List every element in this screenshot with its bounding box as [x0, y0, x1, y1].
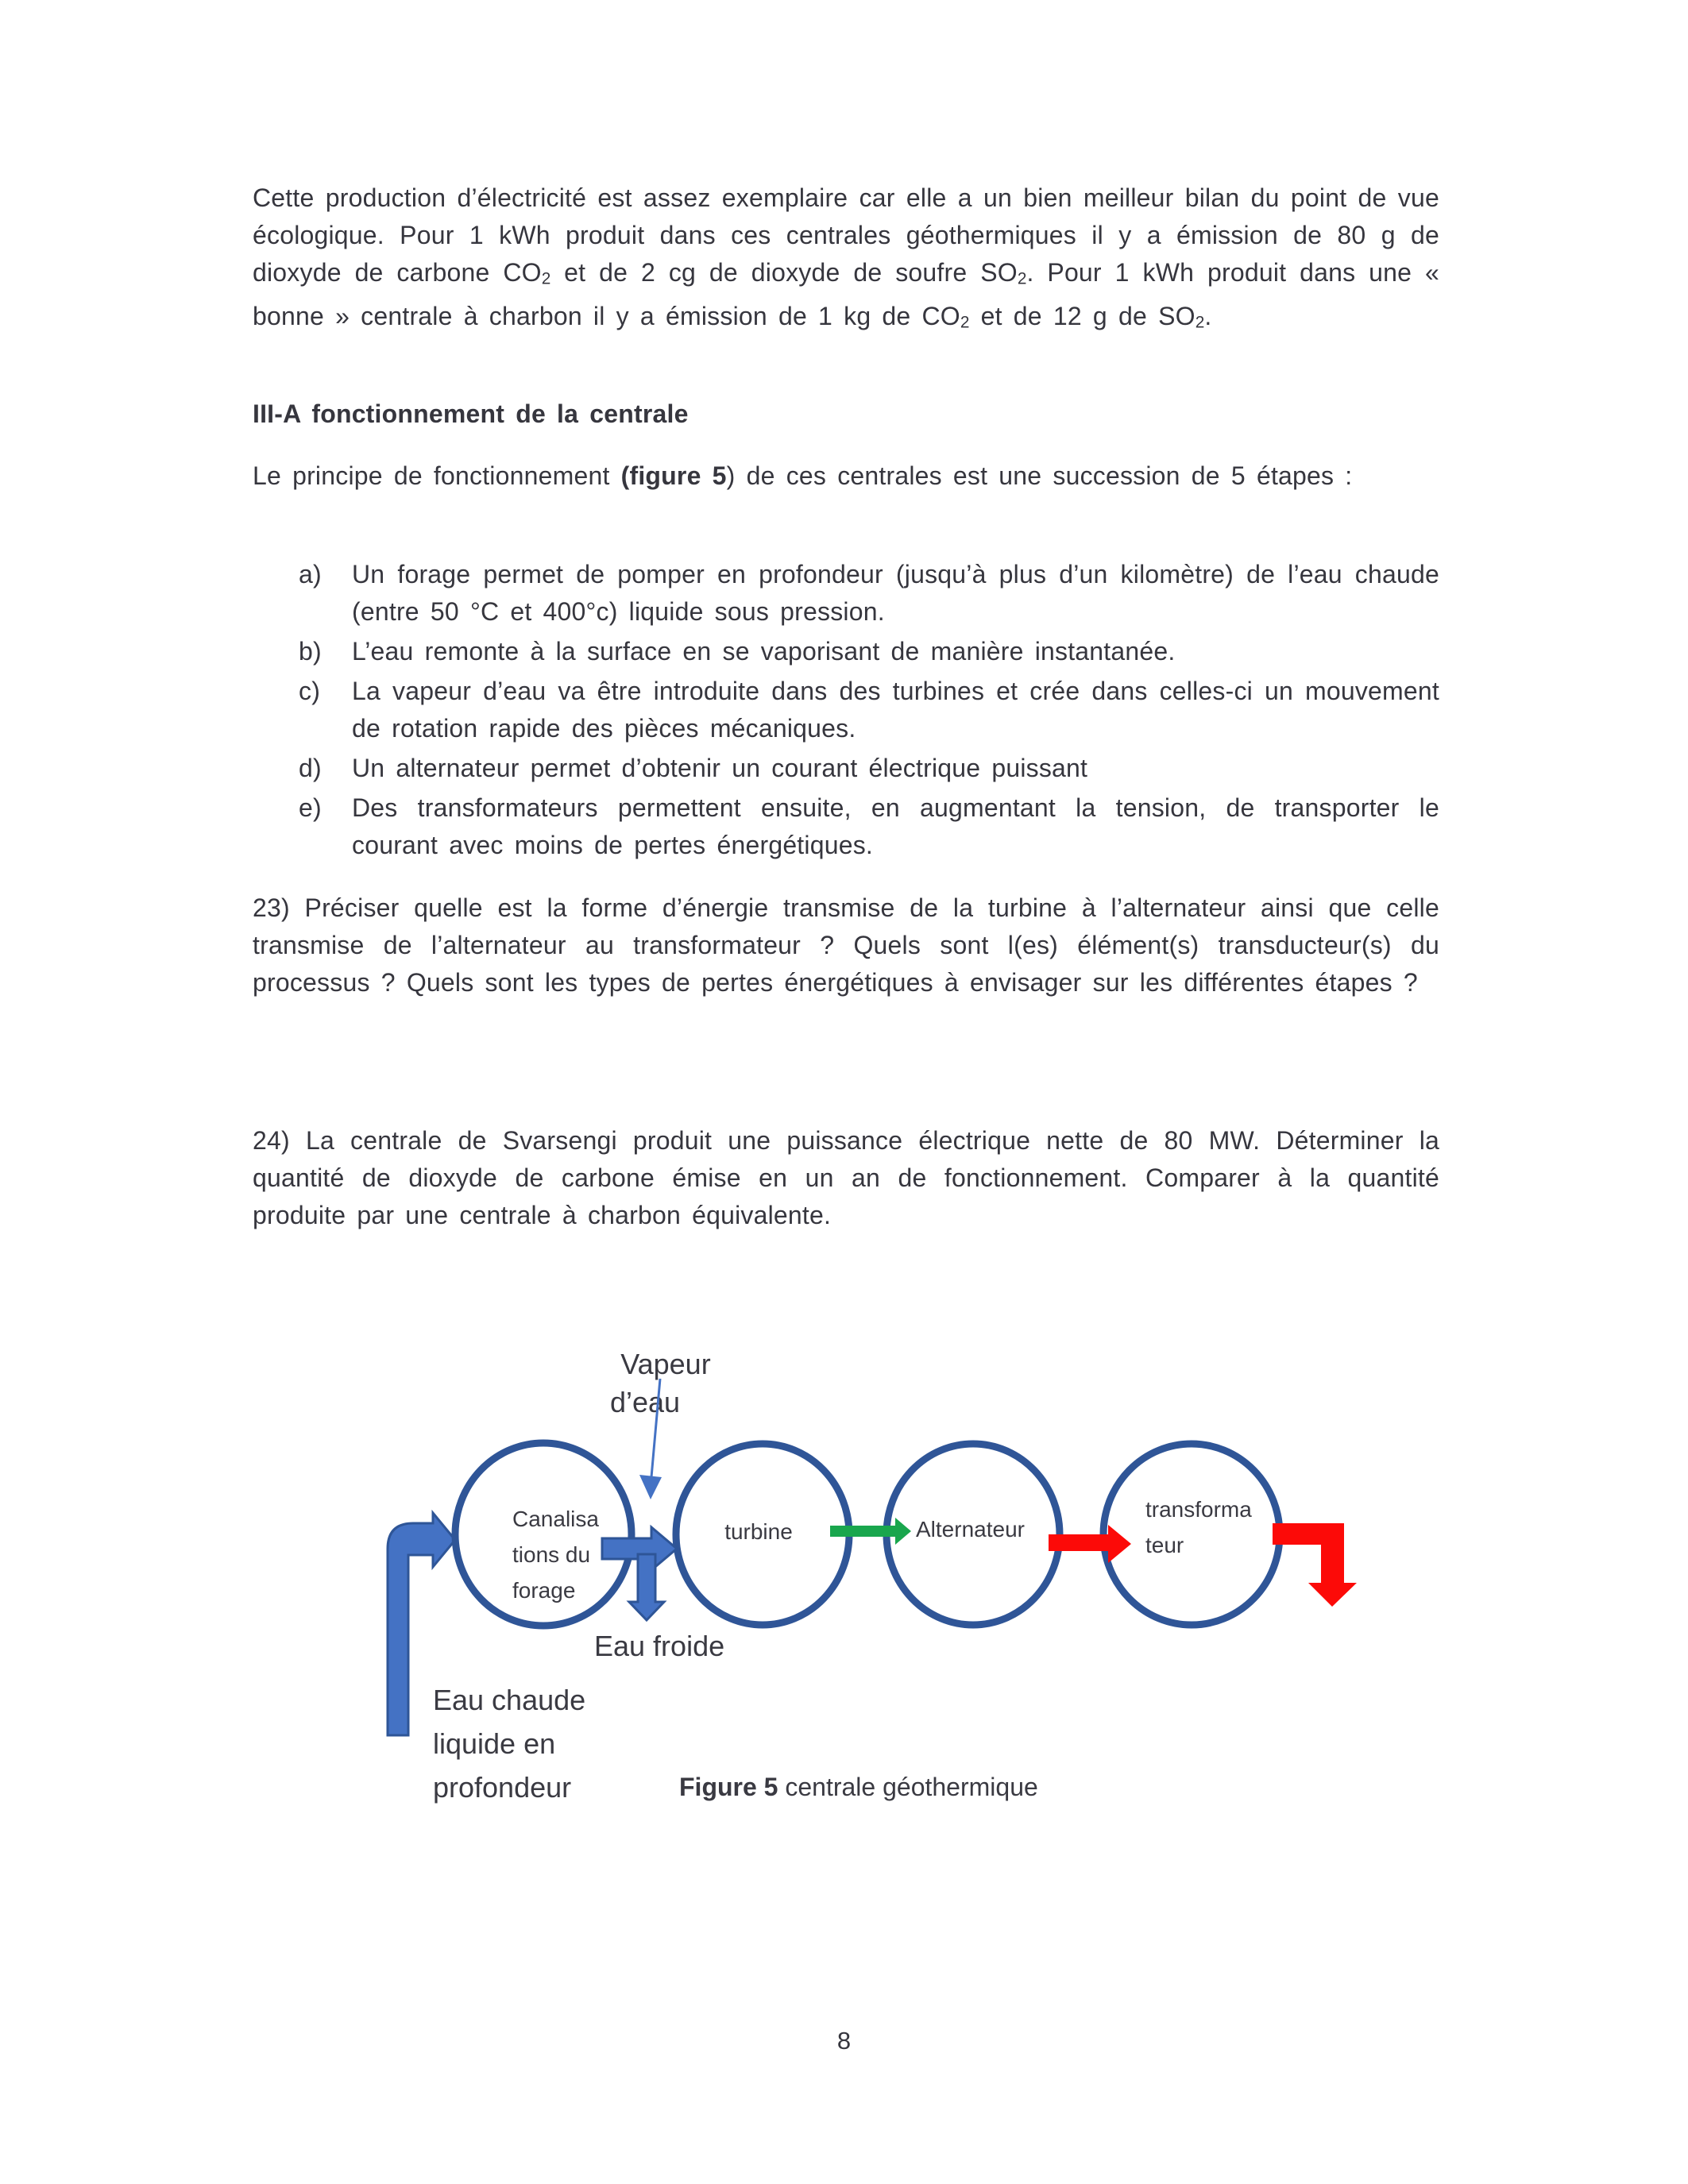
intro-text-3: . Pour 1 kWh produit dans une « bonne » centrale à charbon il y a émission de 1 kg de CO	[253, 258, 1451, 330]
question-23: 23) Préciser quelle est la forme d’énergie transmise de la turbine à l’alternateur ainsi que celle transmise de l’alternateur au transformateur ? Quels sont l(es) élément(s) transducteur(s) du processus ? Quels sont les types de pertes énergétiques à envisager sur les différentes étapes ?	[253, 893, 1451, 997]
step-marker-b: b)	[299, 637, 322, 666]
intro-paragraph	[253, 179, 1451, 341]
so2-subscript-2: 2	[1195, 313, 1205, 332]
figure-caption	[679, 1773, 1038, 1801]
steam-label-line2: d’eau	[609, 1386, 681, 1418]
intro-text-4: et de 12 g de SO	[969, 301, 1196, 330]
section-heading: III-A fonctionnement de la centrale	[253, 399, 689, 428]
page-number: 8	[836, 2027, 852, 2055]
question-24: 24) La centrale de Svarsengi produit une puissance électrique nette de 80 MW. Déterminer la quantité de dioxyde de carbone émise en un an de fonctionnement. Comparer à la quantité produite par une centrale à charbon équivalente.	[253, 1126, 1451, 1229]
output-bent-red-arrow-icon	[1273, 1523, 1357, 1607]
node-turbine-label: turbine	[724, 1519, 793, 1544]
figure-5-diagram	[0, 1287, 1688, 1914]
step-text-a: Un forage permet de pomper en profondeur (jusqu’à plus d’un kilomètre) de l’eau chaude (entre 50 °C et 400°c) liquide sous pression.	[352, 560, 1439, 626]
steps-list	[253, 556, 1439, 866]
figure-reference: (figure 5	[620, 461, 727, 490]
node-canalisations-label-line1: Canalisa	[512, 1507, 599, 1531]
step-item-d	[253, 750, 1439, 787]
intro-text-2: et de 2 cg de dioxyde de soufre SO	[550, 258, 1018, 287]
steam-arrow-head-icon	[639, 1475, 662, 1499]
node-transformateur-label-line2: teur	[1145, 1533, 1184, 1557]
section-intro-text-1: Le principe de fonctionnement	[253, 461, 621, 490]
step-item-c	[253, 673, 1439, 747]
node-alternateur-label: Alternateur	[916, 1517, 1025, 1542]
step-text-c: La vapeur d’eau va être introduite dans des turbines et crée dans celles-ci un mouvement de rotation rapide des pièces mécaniques.	[352, 677, 1439, 743]
step-marker-c: c)	[299, 677, 321, 705]
so2-subscript: 2	[1017, 269, 1027, 288]
co2-subscript: 2	[541, 269, 551, 288]
step-marker-e: e)	[299, 793, 322, 822]
node-canalisations-label-line2: tions du	[512, 1542, 591, 1567]
step-item-a	[253, 556, 1439, 631]
co2-subscript-2: 2	[960, 313, 970, 332]
step-marker-d: d)	[299, 754, 322, 782]
step-text-e: Des transformateurs permettent ensuite, en augmentant la tension, de transporter le courant avec moins de pertes énergétiques.	[352, 793, 1439, 859]
hot-water-label-line3: profondeur	[433, 1771, 572, 1804]
steam-label-line1: Vapeur	[620, 1348, 711, 1380]
section-intro-text-2: ) de ces centrales est une succession de 5 étapes :	[726, 461, 1353, 490]
intro-text-5: .	[1204, 301, 1212, 330]
step-marker-a: a)	[299, 560, 322, 588]
hot-water-label-line1: Eau chaude	[433, 1684, 586, 1716]
intro-text-1: Cette production d’électricité est assez exemplaire car elle a un bien meilleur bilan du point de vue écologique. Pour 1 kWh produit dans ces centrales géothermiques il y a émission de 80 g de dioxyde de carbone CO	[253, 183, 1451, 287]
step-item-e	[253, 789, 1439, 864]
figure-caption-text: centrale géothermique	[778, 1773, 1038, 1801]
section-intro	[253, 457, 1439, 495]
node-transformateur-circle	[1103, 1444, 1280, 1625]
node-canalisations-label-line3: forage	[512, 1578, 576, 1603]
node-transformateur-label-line1: transforma	[1145, 1497, 1252, 1522]
step-text-d: Un alternateur permet d’obtenir un courant électrique puissant	[352, 754, 1088, 782]
figure-caption-number: Figure 5	[679, 1773, 778, 1801]
step-item-b	[253, 633, 1439, 670]
step-text-b: L’eau remonte à la surface en se vaporisant de manière instantanée.	[352, 637, 1176, 666]
cold-water-label: Eau froide	[594, 1630, 725, 1662]
hot-water-label-line2: liquide en	[433, 1727, 556, 1760]
